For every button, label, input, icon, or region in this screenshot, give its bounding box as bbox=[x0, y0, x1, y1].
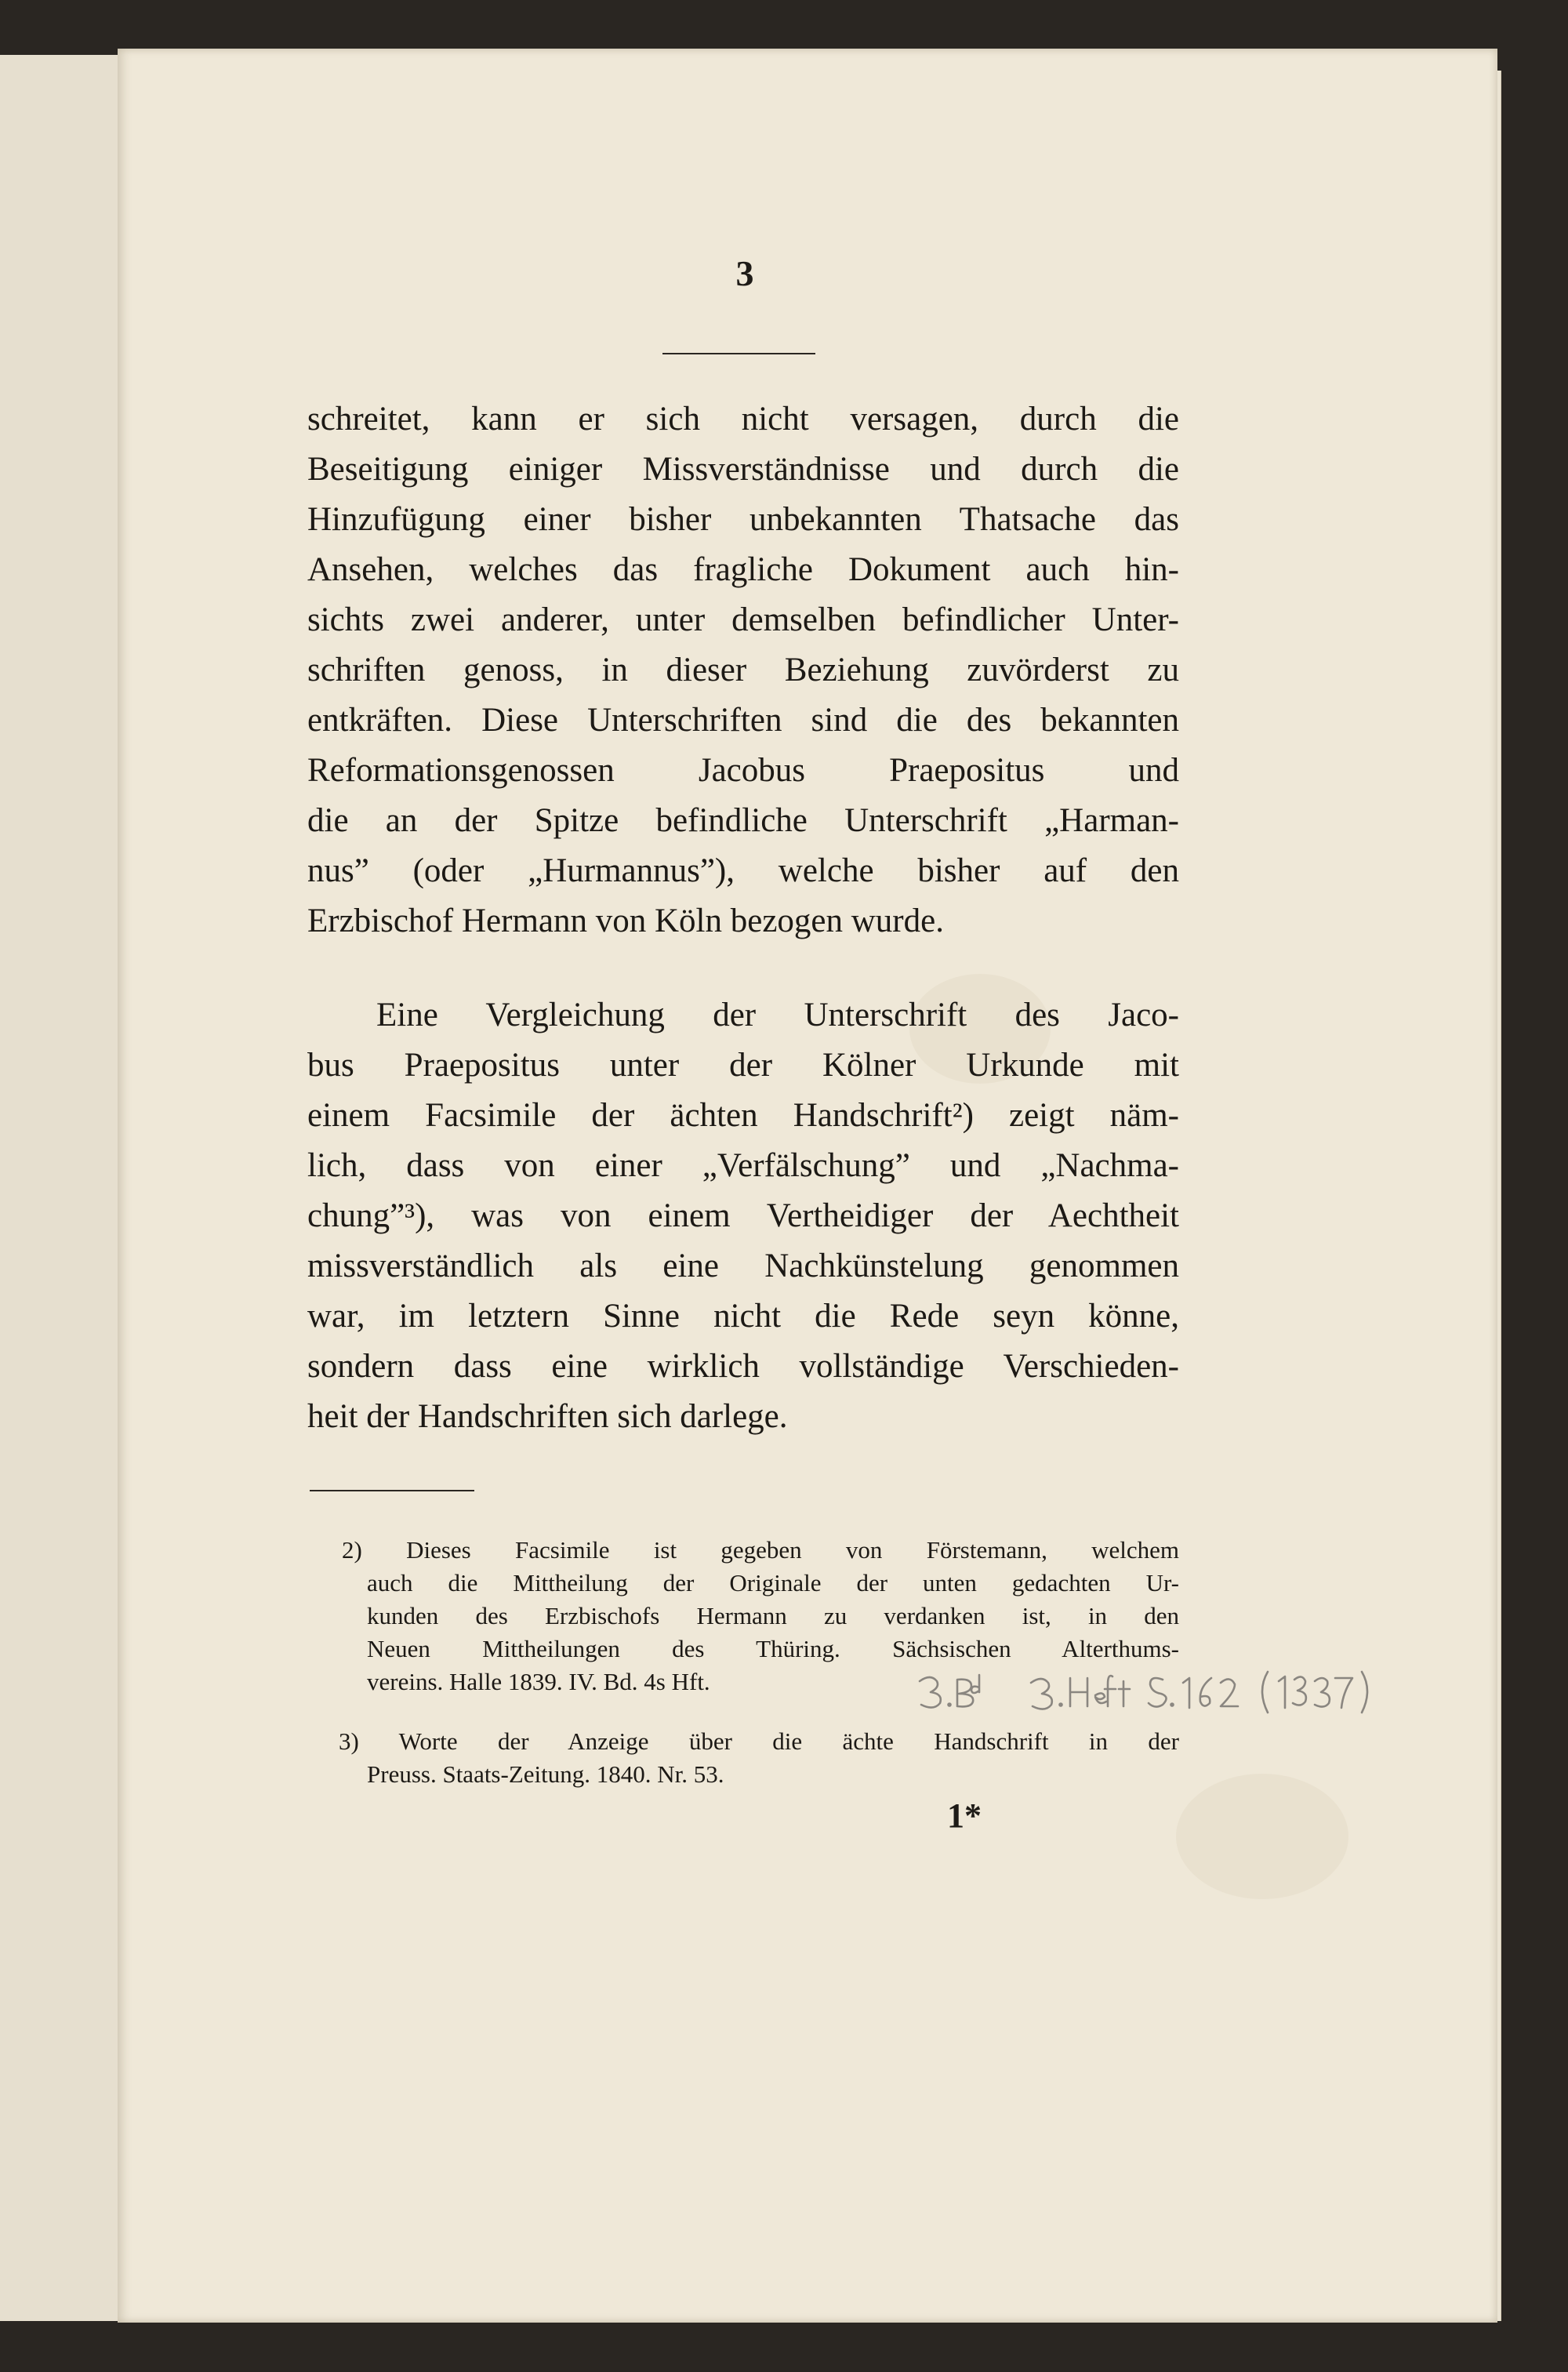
body-line: heit der Handschriften sich darlege. bbox=[307, 1398, 788, 1435]
footnote-line: 2) Dieses Facsimile ist gegeben von Förstemann, welchem bbox=[342, 1536, 1179, 1564]
body-line: chung”³), was von einem Vertheidiger der Aechtheit bbox=[307, 1197, 1179, 1234]
body-line: war, im letztern Sinne nicht die Rede seyn könne, bbox=[307, 1298, 1179, 1335]
body-line: schreitet, kann er sich nicht versagen, durch die bbox=[307, 401, 1179, 438]
facing-page-edge bbox=[0, 55, 119, 2321]
body-line: Erzbischof Hermann von Köln bezogen wurde. bbox=[307, 903, 944, 939]
body-line: entkräften. Diese Unterschriften sind die des bekannten bbox=[307, 702, 1179, 739]
paper-stain bbox=[1176, 1774, 1348, 1899]
body-line: nus” (oder „Hurmannus”), welche bisher auf den bbox=[307, 852, 1179, 889]
page-number: 3 bbox=[735, 253, 754, 293]
footnote-rule bbox=[310, 1490, 474, 1491]
body-line: bus Praepositus unter der Kölner Urkunde mit bbox=[307, 1047, 1179, 1084]
footnote-line: kunden des Erzbischofs Hermann zu verdanken ist, in den bbox=[367, 1602, 1179, 1629]
body-line: einem Facsimile der ächten Handschrift²) zeigt näm- bbox=[307, 1097, 1179, 1134]
footnote-line: Preuss. Staats-Zeitung. 1840. Nr. 53. bbox=[367, 1760, 724, 1788]
body-line: schriften genoss, in dieser Beziehung zuvörderst zu bbox=[307, 652, 1179, 688]
header-rule bbox=[662, 353, 815, 354]
footnote-line: 3) Worte der Anzeige über die ächte Handschrift in der bbox=[339, 1727, 1179, 1755]
body-line: Beseitigung einiger Missverständnisse und durch die bbox=[307, 451, 1179, 488]
footnote-line: auch die Mittheilung der Originale der unten gedachten Ur- bbox=[367, 1569, 1179, 1596]
body-line: lich, dass von einer „Verfälschung” und „Nachma- bbox=[307, 1147, 1179, 1184]
body-line: die an der Spitze befindliche Unterschrift „Harman- bbox=[307, 802, 1179, 839]
signature-mark: 1* bbox=[947, 1796, 982, 1835]
body-line: Eine Vergleichung der Unterschrift des Jaco- bbox=[376, 997, 1179, 1033]
body-line: sichts zwei anderer, unter demselben befindlicher Unter- bbox=[307, 601, 1179, 638]
body-line: missverständlich als eine Nachkünstelung genommen bbox=[307, 1248, 1179, 1284]
body-line: Reformationsgenossen Jacobus Praepositus und bbox=[307, 752, 1179, 789]
handwritten-pencil-note bbox=[913, 1664, 1407, 1719]
body-line: Ansehen, welches das fragliche Dokument auch hin- bbox=[307, 551, 1179, 588]
footnote-line: Neuen Mittheilungen des Thüring. Sächsischen Alterthums- bbox=[367, 1635, 1179, 1662]
footnote-line: vereins. Halle 1839. IV. Bd. 4s Hft. bbox=[367, 1668, 710, 1695]
body-line: Hinzufügung einer bisher unbekannten Thatsache das bbox=[307, 501, 1179, 538]
body-line: sondern dass eine wirklich vollständige Verschieden- bbox=[307, 1348, 1179, 1385]
